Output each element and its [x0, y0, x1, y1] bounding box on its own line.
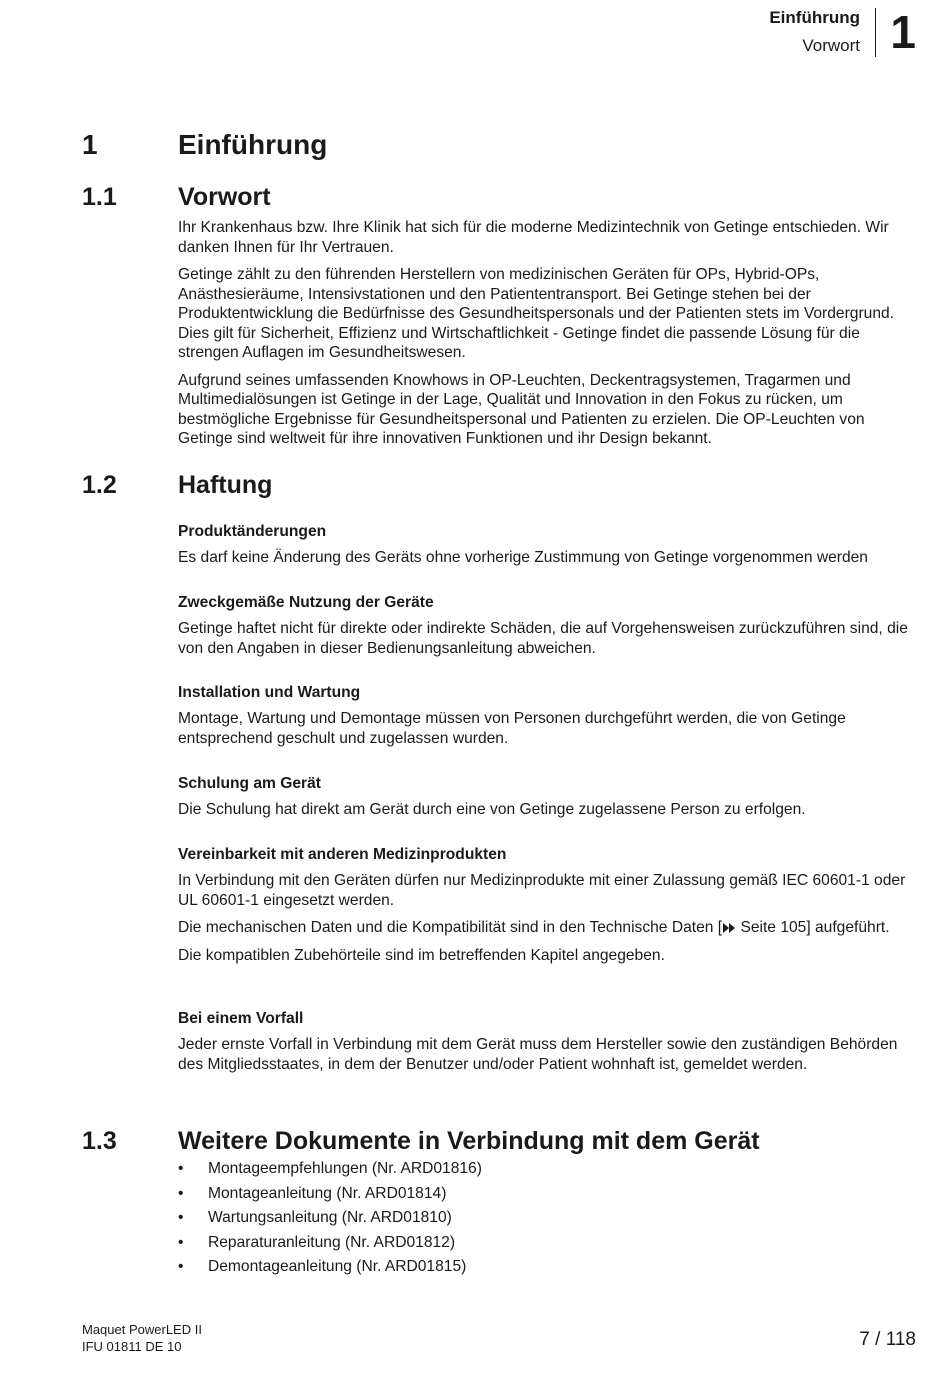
footer-document-info: [82, 1321, 202, 1355]
subsection-vereinbarkeit: [178, 845, 918, 973]
header-divider: [875, 8, 876, 57]
subsection-zweckgemaesse-nutzung: [178, 593, 918, 666]
subsection-heading: Vereinbarkeit mit anderen Medizinprodukten: [178, 846, 507, 863]
list-item: [178, 1182, 918, 1207]
bullet: •: [178, 1160, 184, 1177]
subsection-produktaenderungen: [178, 522, 918, 576]
documents-list-container: [178, 1157, 918, 1280]
vorwort-body: [178, 218, 918, 457]
list-item: [178, 1206, 918, 1231]
header-chapter-title: Einführung: [769, 8, 860, 27]
section-number: 1.3: [82, 1127, 117, 1155]
bullet: •: [178, 1233, 184, 1251]
subsection-heading: Installation und Wartung: [178, 684, 361, 701]
vorwort-paragraph: Getinge zählt zu den führenden Herstellern von medizinischen Geräten für OPs, Hybrid-OPs, Anästhesieräume, Intensivstationen und den Patiententransport. Bei Getinge stehen bei der Produktentwicklung die Bedürfnisse des Gesundheitspersonals und der Patienten stets im Vordergrund. Dies gilt für Sicherheit, Effizienz und Wirtschaftlichkeit - Getinge findet die passende Lösung für die strengen Auflagen im Gesundheitswesen.: [178, 266, 895, 361]
section-number: 1.2: [82, 471, 117, 499]
subsection-text: Die kompatiblen Zubehörteile sind im betreffenden Kapitel angegeben.: [178, 946, 665, 964]
list-item: [178, 1157, 918, 1182]
chapter-title: Einführung: [178, 129, 328, 160]
fast-forward-icon: [723, 923, 735, 933]
chapter-number: 1: [82, 129, 98, 160]
section-heading-vorwort: [82, 182, 271, 212]
subsection-text: Montage, Wartung und Demontage müssen von Personen durchgeführt werden, die von Getinge entsprechend geschult und zugelassen wurden.: [178, 710, 846, 747]
bullet: •: [178, 1209, 184, 1227]
reference-text-before: Die mechanischen Daten und die Kompatibilität sind in den Technische Daten [: [178, 919, 723, 936]
document-name: Reparaturanleitung (Nr. ARD01812): [208, 1233, 456, 1251]
subsection-text: In Verbindung mit den Geräten dürfen nur Medizinprodukte mit einer Zulassung gemäß IEC 60601-1 oder UL 60601-1 eingesetzt werden.: [178, 872, 906, 909]
page-link[interactable]: [722, 919, 806, 936]
page-link-label: Seite 105: [740, 919, 807, 936]
subsection-heading: Schulung am Gerät: [178, 775, 321, 792]
page-header: [650, 0, 950, 70]
section-title: Haftung: [178, 471, 273, 499]
bullet: •: [178, 1258, 184, 1276]
subsection-installation-wartung: [178, 683, 918, 756]
section-heading-haftung: [82, 470, 272, 500]
subsection-heading: Bei einem Vorfall: [178, 1010, 304, 1027]
footer-product-name: Maquet PowerLED II: [82, 1322, 202, 1337]
section-heading-dokumente: [82, 1126, 760, 1156]
technical-data-reference: [178, 918, 918, 938]
section-title: Weitere Dokumente in Verbindung mit dem Gerät: [178, 1127, 760, 1155]
list-item: [178, 1231, 918, 1256]
subsection-text: Jeder ernste Vorfall in Verbindung mit dem Gerät muss dem Hersteller sowie den zuständigen Behörden des Mitgliedsstaates, in dem der Benutzer und/oder Patient wohnhaft ist, gemeldet werden.: [178, 1036, 898, 1073]
document-name: Wartungsanleitung (Nr. ARD01810): [208, 1209, 452, 1227]
header-section-title: Vorwort: [802, 36, 860, 55]
header-chapter-number: 1: [890, 6, 916, 58]
vorwort-paragraph: Aufgrund seines umfassenden Knowhows in OP-Leuchten, Deckentragsystemen, Tragarmen und Multimedialösungen ist Getinge in der Lage, Qualität und Innovation in den Fokus zu rücken, um bestmögliche Ergebnisse für Gesundheitspersonal und Patienten zu erzielen. Die OP-Leuchten von Getinge sind weltweit für ihre innovativen Funktionen und ihr Design bekannt.: [178, 371, 865, 447]
documents-list: [178, 1157, 918, 1280]
subsection-text: Getinge haftet nicht für direkte oder indirekte Schäden, die auf Vorgehensweisen zurückzuführen sind, die von den Angaben in dieser Bedienungsanleitung abweichen.: [178, 620, 908, 657]
subsection-heading: Zweckgemäße Nutzung der Geräte: [178, 594, 434, 611]
chapter-heading: [82, 128, 327, 162]
subsection-vorfall: [178, 1009, 918, 1082]
subsection-text: Die Schulung hat direkt am Gerät durch eine von Getinge zugelassene Person zu erfolgen.: [178, 801, 806, 818]
reference-text-after: ] aufgeführt.: [806, 919, 890, 936]
section-title: Vorwort: [178, 183, 271, 211]
page-number: 7 / 118: [859, 1329, 916, 1350]
document-name: Montageanleitung (Nr. ARD01814): [208, 1184, 447, 1202]
footer-document-code: IFU 01811 DE 10: [82, 1339, 182, 1354]
bullet: •: [178, 1184, 184, 1202]
document-name: Demontageanleitung (Nr. ARD01815): [208, 1258, 467, 1276]
subsection-schulung: [178, 774, 918, 828]
subsection-heading: Produktänderungen: [178, 523, 327, 540]
subsection-text: Es darf keine Änderung des Geräts ohne vorherige Zustimmung von Getinge vorgenommen werden: [178, 549, 868, 566]
list-item: [178, 1255, 918, 1280]
vorwort-paragraph: Ihr Krankenhaus bzw. Ihre Klinik hat sich für die moderne Medizintechnik von Getinge entschieden. Wir danken Ihnen für Ihr Vertrauen.: [178, 219, 889, 256]
document-name: Montageempfehlungen (Nr. ARD01816): [208, 1160, 482, 1177]
section-number: 1.1: [82, 183, 117, 211]
